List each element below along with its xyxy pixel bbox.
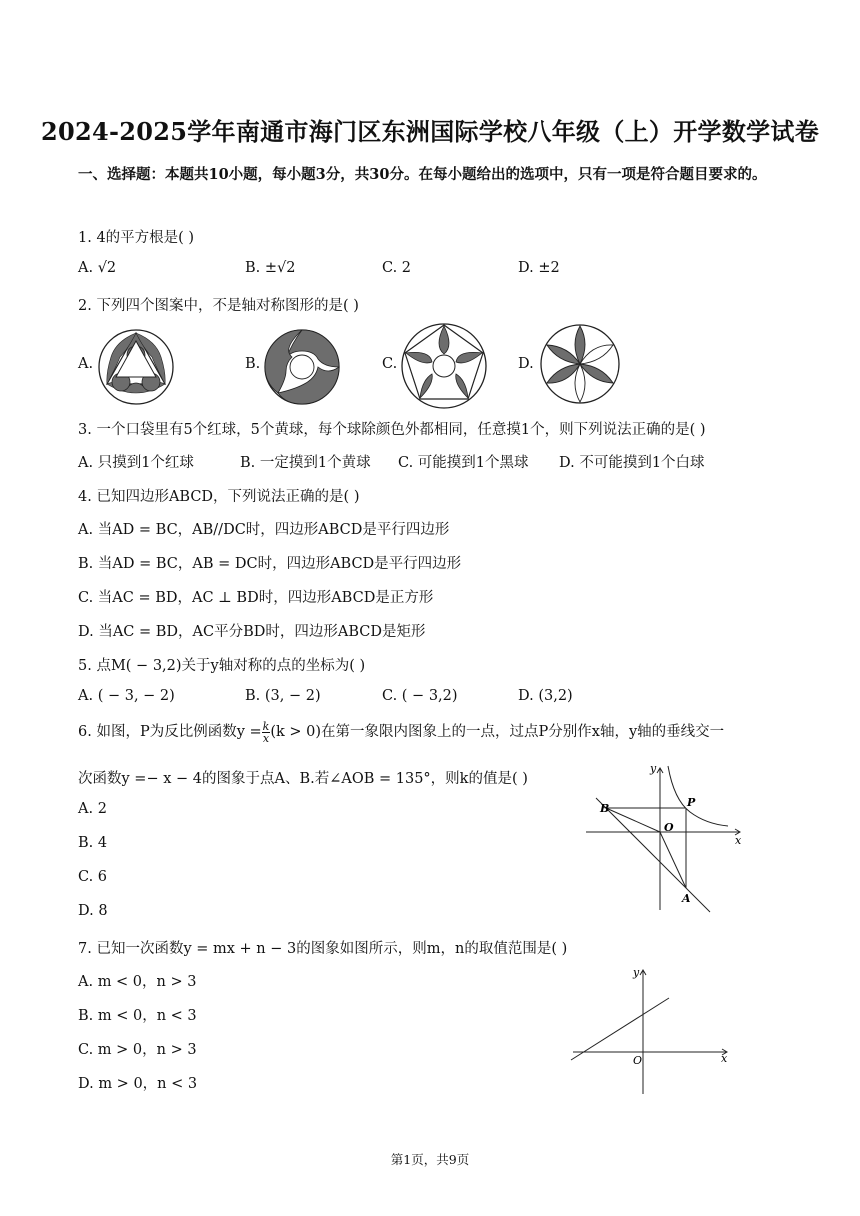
q4-option-c[interactable]: C. 当AC = BD，AC ⊥ BD时，四边形ABCD是正方形 [78,590,434,606]
q6-option-b[interactable]: B. 4 [78,835,108,851]
q6-label-x: x [735,834,742,847]
q7-option-d[interactable]: D. m > 0，n < 3 [78,1076,198,1092]
q1-option-d[interactable]: D. ±2 [518,260,560,276]
q1-option-a[interactable]: A. √2 [78,260,117,276]
q3-option-b[interactable]: B. 一定摸到1个黄球 [240,455,371,471]
q5-option-d[interactable]: D. (3,2) [518,688,573,704]
q4-option-a[interactable]: A. 当AD = BC，AB//DC时，四边形ABCD是平行四边形 [78,522,450,538]
q2-option-c[interactable]: C. [382,356,398,372]
q6-stem-part2: (k > 0)在第一象限内图象上的一点，过点P分别作x轴，y轴的垂线交一 [270,724,725,740]
question-4-stem: 4. 已知四边形ABCD，下列说法正确的是( ) [78,489,360,505]
q6-label-y: y [650,762,657,775]
q7-figure [565,962,735,1098]
question-3-stem: 3. 一个口袋里有5个红球，5个黄球，每个球除颜色外都相同，任意摸1个，则下列说法正确的是( ) [78,422,706,438]
question-6-stem-line1 [78,720,724,744]
q6-option-d[interactable]: D. 8 [78,903,108,919]
q7-label-o: O [633,1054,643,1067]
question-2-stem: 2. 下列四个图案中，不是轴对称图形的是( ) [78,298,359,314]
q6-frac-numerator: k [262,719,270,733]
q3-option-a[interactable]: A. 只摸到1个红球 [78,455,194,471]
q1-option-c[interactable]: C. 2 [382,260,412,276]
q3-option-d[interactable]: D. 不可能摸到1个白球 [559,455,705,471]
figure-d-flower-circle [538,322,622,406]
q2-option-a[interactable]: A. [78,356,94,372]
q6-figure [582,760,750,916]
q1-option-b[interactable]: B. ±√2 [245,260,296,276]
q6-option-a[interactable]: A. 2 [78,801,107,817]
page-footer: 第1页，共9页 [390,1152,470,1167]
q7-option-a[interactable]: A. m < 0，n > 3 [78,974,197,990]
question-1-stem: 1. 4的平方根是( ) [78,230,195,246]
q6-option-c[interactable]: C. 6 [78,869,108,885]
q3-option-c[interactable]: C. 可能摸到1个黑球 [398,455,529,471]
q7-option-b[interactable]: B. m < 0，n < 3 [78,1008,197,1024]
q6-label-p: P [687,796,696,809]
q6-stem-part1: 6. 如图，P为反比例函数y = [78,724,262,740]
figure-c-star-in-pentagon [398,320,490,412]
q2-option-d[interactable]: D. [518,356,534,372]
page-title: 2024-2025学年南通市海门区东洲国际学校八年级（上）开学数学试卷 [40,117,820,146]
question-7-stem: 7. 已知一次函数y = mx + n − 3的图象如图所示，则m，n的取值范围是( ) [78,941,568,957]
section-heading: 一、选择题：本题共10小题，每小题3分，共30分。在每小题给出的选项中，只有一项是符合题目要求的。 [78,166,767,183]
figure-b-swirl-circle [262,327,342,407]
q7-label-x: x [721,1052,728,1065]
q5-option-a[interactable]: A. ( − 3, − 2) [78,688,175,704]
q2-option-b[interactable]: B. [245,356,261,372]
figure-a-triangle-in-circle [96,327,176,407]
q4-option-b[interactable]: B. 当AD = BC，AB = DC时，四边形ABCD是平行四边形 [78,556,462,572]
q6-frac-denominator: x [262,731,270,745]
q5-option-c[interactable]: C. ( − 3,2) [382,688,458,704]
q7-option-c[interactable]: C. m > 0，n > 3 [78,1042,197,1058]
question-5-stem: 5. 点M( − 3,2)关于y轴对称的点的坐标为( ) [78,658,366,674]
q6-label-o: O [664,821,674,834]
question-6-stem-line2: 次函数y =− x − 4的图象于点A、B.若∠AOB = 135°，则k的值是( ) [78,771,528,787]
q4-option-d[interactable]: D. 当AC = BD，AC平分BD时，四边形ABCD是矩形 [78,624,426,640]
q7-label-y: y [633,966,640,979]
q6-label-b: B [600,802,610,815]
q6-label-a: A [682,892,691,905]
q5-option-b[interactable]: B. (3, − 2) [245,688,321,704]
